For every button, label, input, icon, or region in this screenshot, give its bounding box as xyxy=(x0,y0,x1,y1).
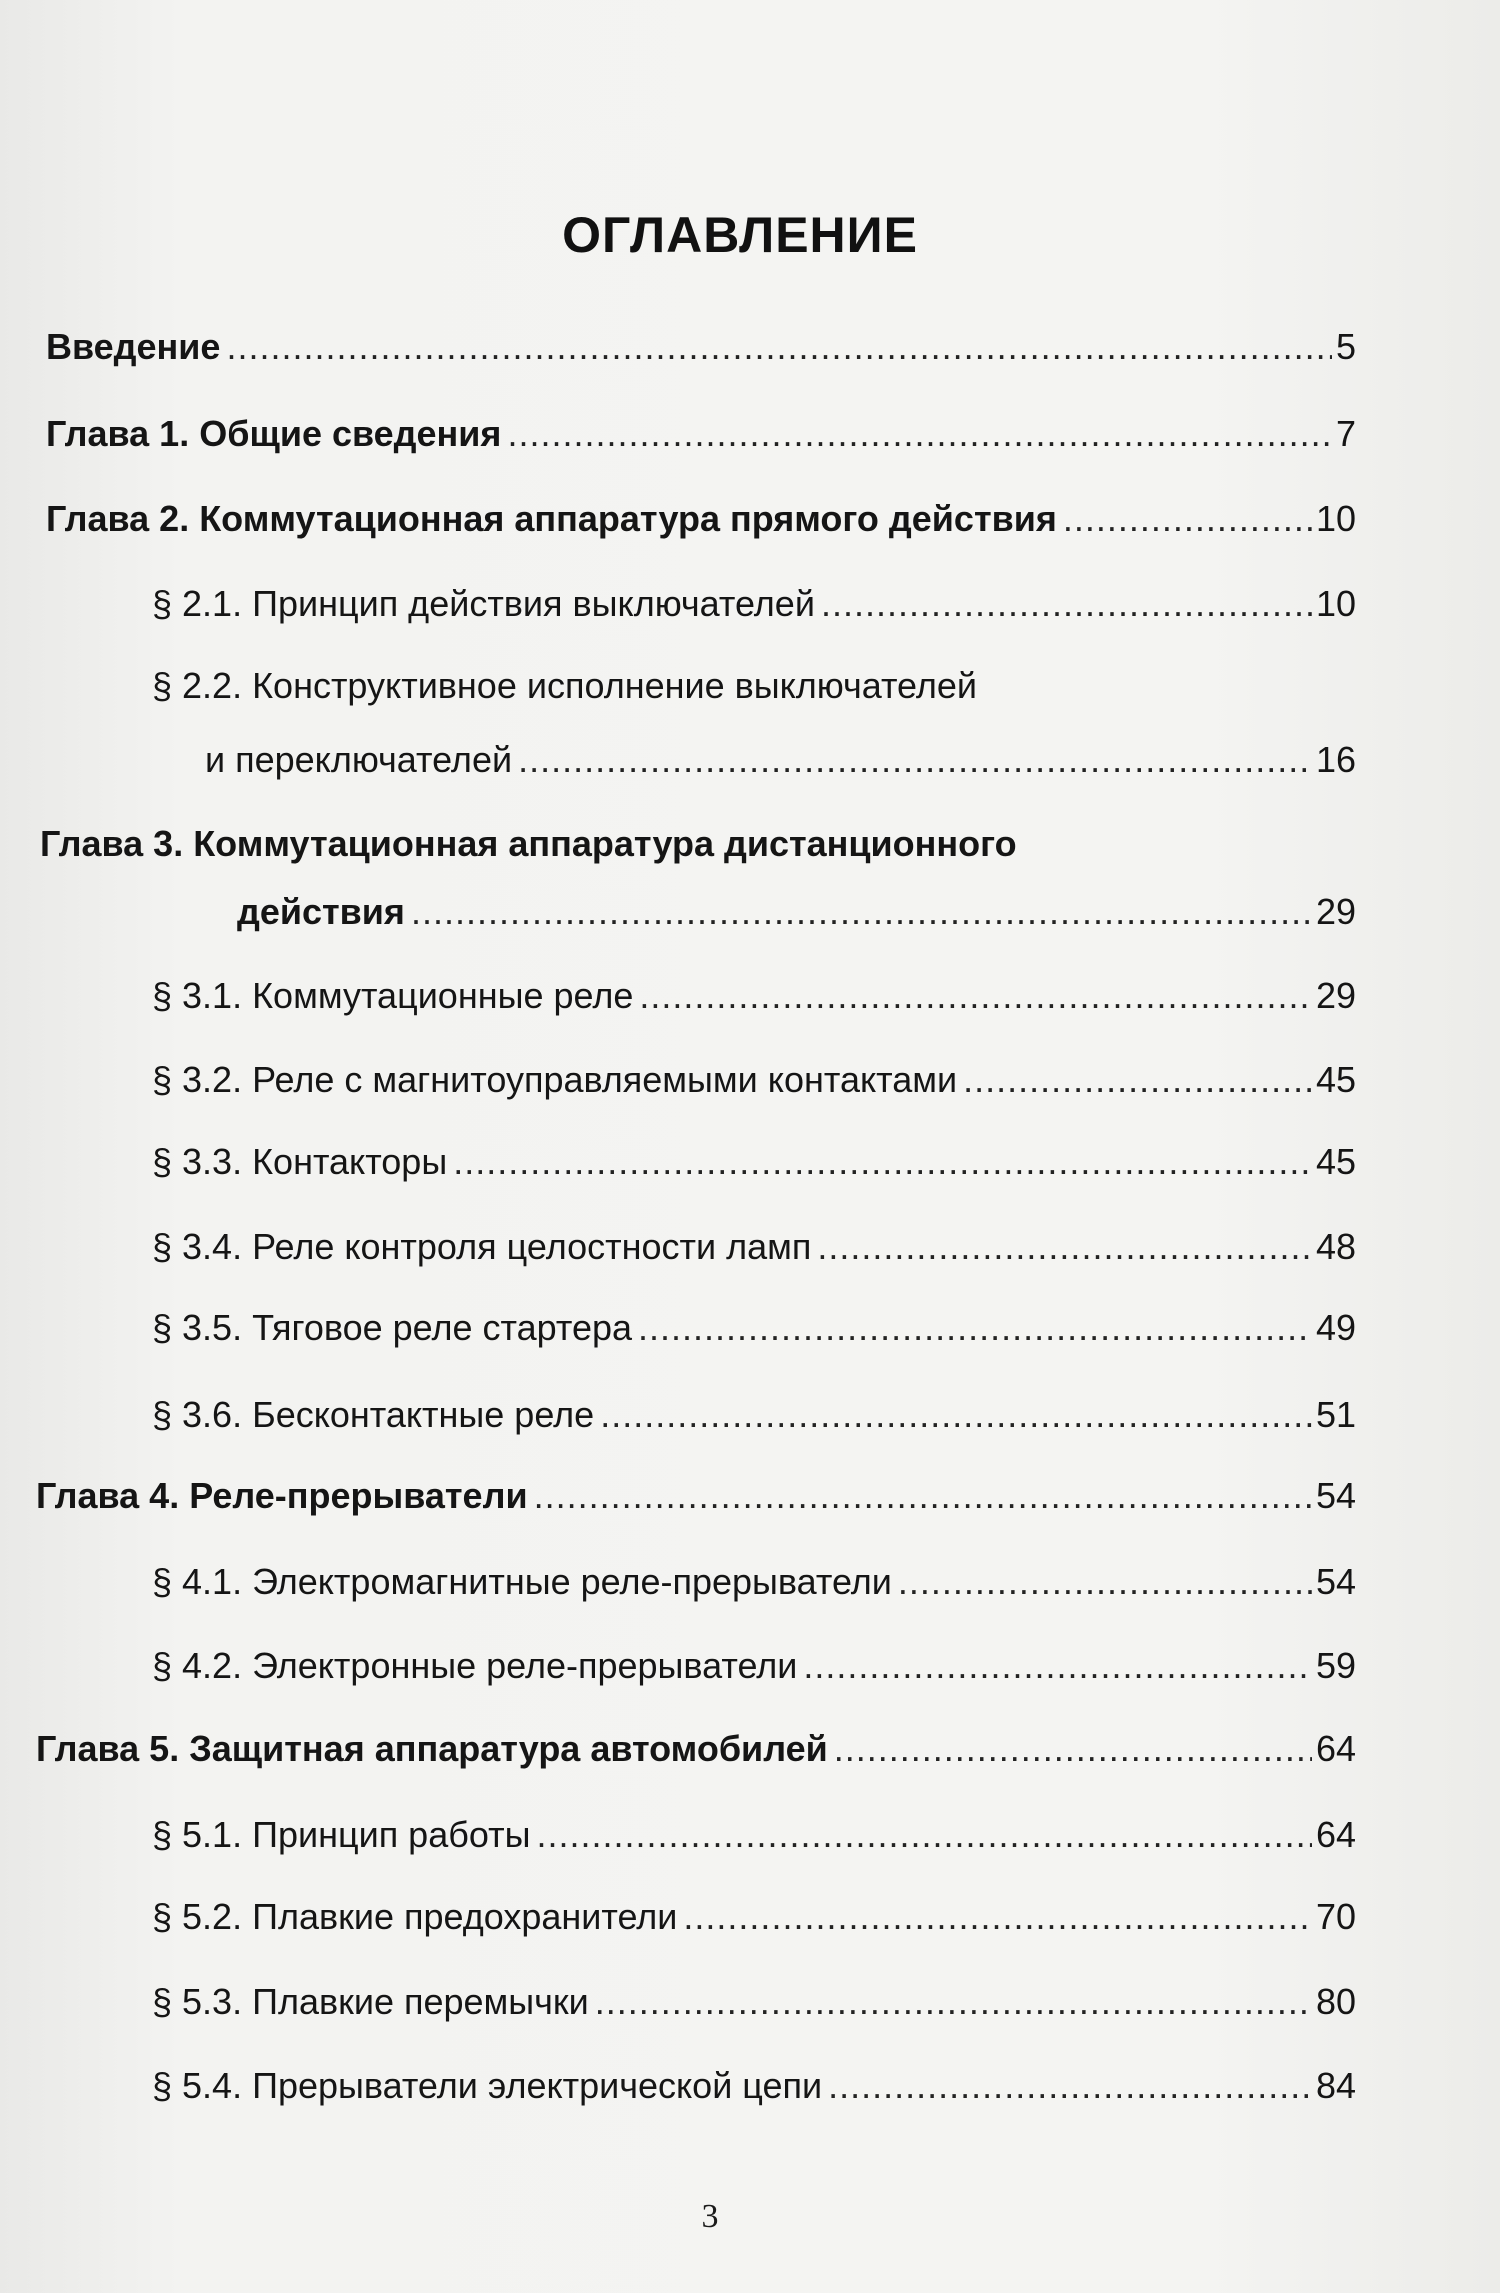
toc-leader-dots xyxy=(898,1560,1312,1604)
toc-entry-introduction xyxy=(46,325,1356,369)
toc-page-number: 16 xyxy=(1315,739,1356,780)
toc-leader-dots xyxy=(600,1393,1312,1437)
toc-page-number: 10 xyxy=(1315,583,1356,624)
toc-page-number: 49 xyxy=(1315,1307,1356,1348)
toc-page-number: 51 xyxy=(1315,1394,1356,1435)
toc-entry-section-3-6 xyxy=(152,1393,1356,1437)
toc-entry-label: § 3.6. Бесконтактные реле xyxy=(152,1394,595,1435)
toc-entry-label: Введение xyxy=(46,326,221,367)
toc-leader-dots xyxy=(834,1727,1312,1771)
page-number-footer: 3 xyxy=(701,2198,719,2235)
toc-leader-dots xyxy=(226,325,1332,369)
toc-page-number: 29 xyxy=(1315,891,1356,932)
toc-entry-label: § 5.2. Плавкие предохранители xyxy=(152,1896,678,1937)
toc-leader-dots xyxy=(828,2064,1312,2108)
toc-entry-chapter-5 xyxy=(36,1727,1356,1771)
toc-page-number: 45 xyxy=(1315,1059,1356,1100)
toc-entry-label: § 4.1. Электромагнитные реле-прерыватели xyxy=(152,1561,892,1602)
toc-leader-dots xyxy=(453,1140,1312,1184)
toc-leader-dots xyxy=(595,1980,1312,2024)
toc-leader-dots xyxy=(518,738,1312,782)
toc-leader-dots xyxy=(411,890,1312,934)
toc-page-number: 70 xyxy=(1315,1896,1356,1937)
toc-page-number: 64 xyxy=(1315,1814,1356,1855)
toc-entry-chapter-4 xyxy=(36,1474,1356,1518)
toc-page-number: 48 xyxy=(1315,1226,1356,1267)
toc-entry-chapter-3-label: Глава 3. Коммутационная аппаратура дистанционного xyxy=(40,823,1017,864)
toc-entry-section-3-4 xyxy=(152,1225,1356,1269)
toc-page-number: 54 xyxy=(1315,1561,1356,1602)
toc-entry-section-3-2 xyxy=(152,1058,1356,1102)
toc-page-number: 64 xyxy=(1315,1728,1356,1769)
toc-entry-label: § 3.1. Коммутационные реле xyxy=(152,975,634,1016)
toc-page-number: 80 xyxy=(1315,1981,1356,2022)
toc-page-number: 5 xyxy=(1335,326,1356,367)
toc-entry-section-5-4 xyxy=(152,2064,1356,2108)
toc-entry-chapter-3 xyxy=(237,890,1356,934)
toc-entry-label: § 3.5. Тяговое реле стартера xyxy=(152,1307,633,1348)
toc-entry-label: Глава 1. Общие сведения xyxy=(46,413,502,454)
toc-leader-dots xyxy=(536,1813,1312,1857)
toc-entry-section-5-3 xyxy=(152,1980,1356,2024)
toc-entry-label: § 3.4. Реле контроля целостности ламп xyxy=(152,1226,812,1267)
toc-leader-dots xyxy=(821,582,1312,626)
toc-entry-section-3-5 xyxy=(152,1306,1356,1350)
toc-entry-section-2-2-label: § 2.2. Конструктивное исполнение выключателей xyxy=(152,665,978,706)
toc-page-number: 84 xyxy=(1315,2065,1356,2106)
toc-entry-section-2-1 xyxy=(152,582,1356,626)
toc-entry-chapter-1 xyxy=(46,412,1356,456)
toc-entry-section-5-1 xyxy=(152,1813,1356,1857)
toc-leader-dots xyxy=(1063,497,1312,541)
toc-leader-dots xyxy=(639,974,1312,1018)
toc-leader-dots xyxy=(817,1225,1312,1269)
toc-leader-dots xyxy=(638,1306,1312,1350)
toc-leader-dots xyxy=(963,1058,1312,1102)
toc-entry-label: Глава 2. Коммутационная аппаратура прямого действия xyxy=(46,498,1057,539)
toc-entry-section-2-2 xyxy=(205,738,1356,782)
toc-entry-label: § 3.2. Реле с магнитоуправляемыми контактами xyxy=(152,1059,958,1100)
page-title: ОГЛАВЛЕНИЕ xyxy=(562,207,918,263)
toc-entry-section-5-2 xyxy=(152,1895,1356,1939)
toc-entry-chapter-2 xyxy=(46,497,1356,541)
toc-entry-section-4-2 xyxy=(152,1644,1356,1688)
toc-entry-section-3-3 xyxy=(152,1140,1356,1184)
toc-entry-label: § 5.4. Прерыватели электрической цепи xyxy=(152,2065,823,2106)
toc-page-number: 54 xyxy=(1315,1475,1356,1516)
toc-entry-continuation: и переключателей xyxy=(205,739,513,780)
toc-entry-label: § 4.2. Электронные реле-прерыватели xyxy=(152,1645,798,1686)
toc-leader-dots xyxy=(507,412,1332,456)
toc-entry-label: Глава 5. Защитная аппаратура автомобилей xyxy=(36,1728,828,1769)
toc-entry-label: Глава 4. Реле-прерыватели xyxy=(36,1475,528,1516)
toc-entry-label: § 5.3. Плавкие перемычки xyxy=(152,1981,589,2022)
toc-entry-continuation: действия xyxy=(237,891,405,932)
toc-leader-dots xyxy=(534,1474,1312,1518)
toc-page-number: 29 xyxy=(1315,975,1356,1016)
toc-entry-label: § 3.3. Контакторы xyxy=(152,1141,448,1182)
toc-leader-dots xyxy=(683,1895,1312,1939)
toc-page-number: 7 xyxy=(1335,413,1356,454)
toc-entry-section-4-1 xyxy=(152,1560,1356,1604)
toc-leader-dots xyxy=(803,1644,1312,1688)
toc-entry-label: § 2.1. Принцип действия выключателей xyxy=(152,583,815,624)
toc-page-number: 59 xyxy=(1315,1645,1356,1686)
toc-page-number: 10 xyxy=(1315,498,1356,539)
toc-entry-label: § 5.1. Принцип работы xyxy=(152,1814,531,1855)
toc-page-number: 45 xyxy=(1315,1141,1356,1182)
toc-entry-section-3-1 xyxy=(152,974,1356,1018)
